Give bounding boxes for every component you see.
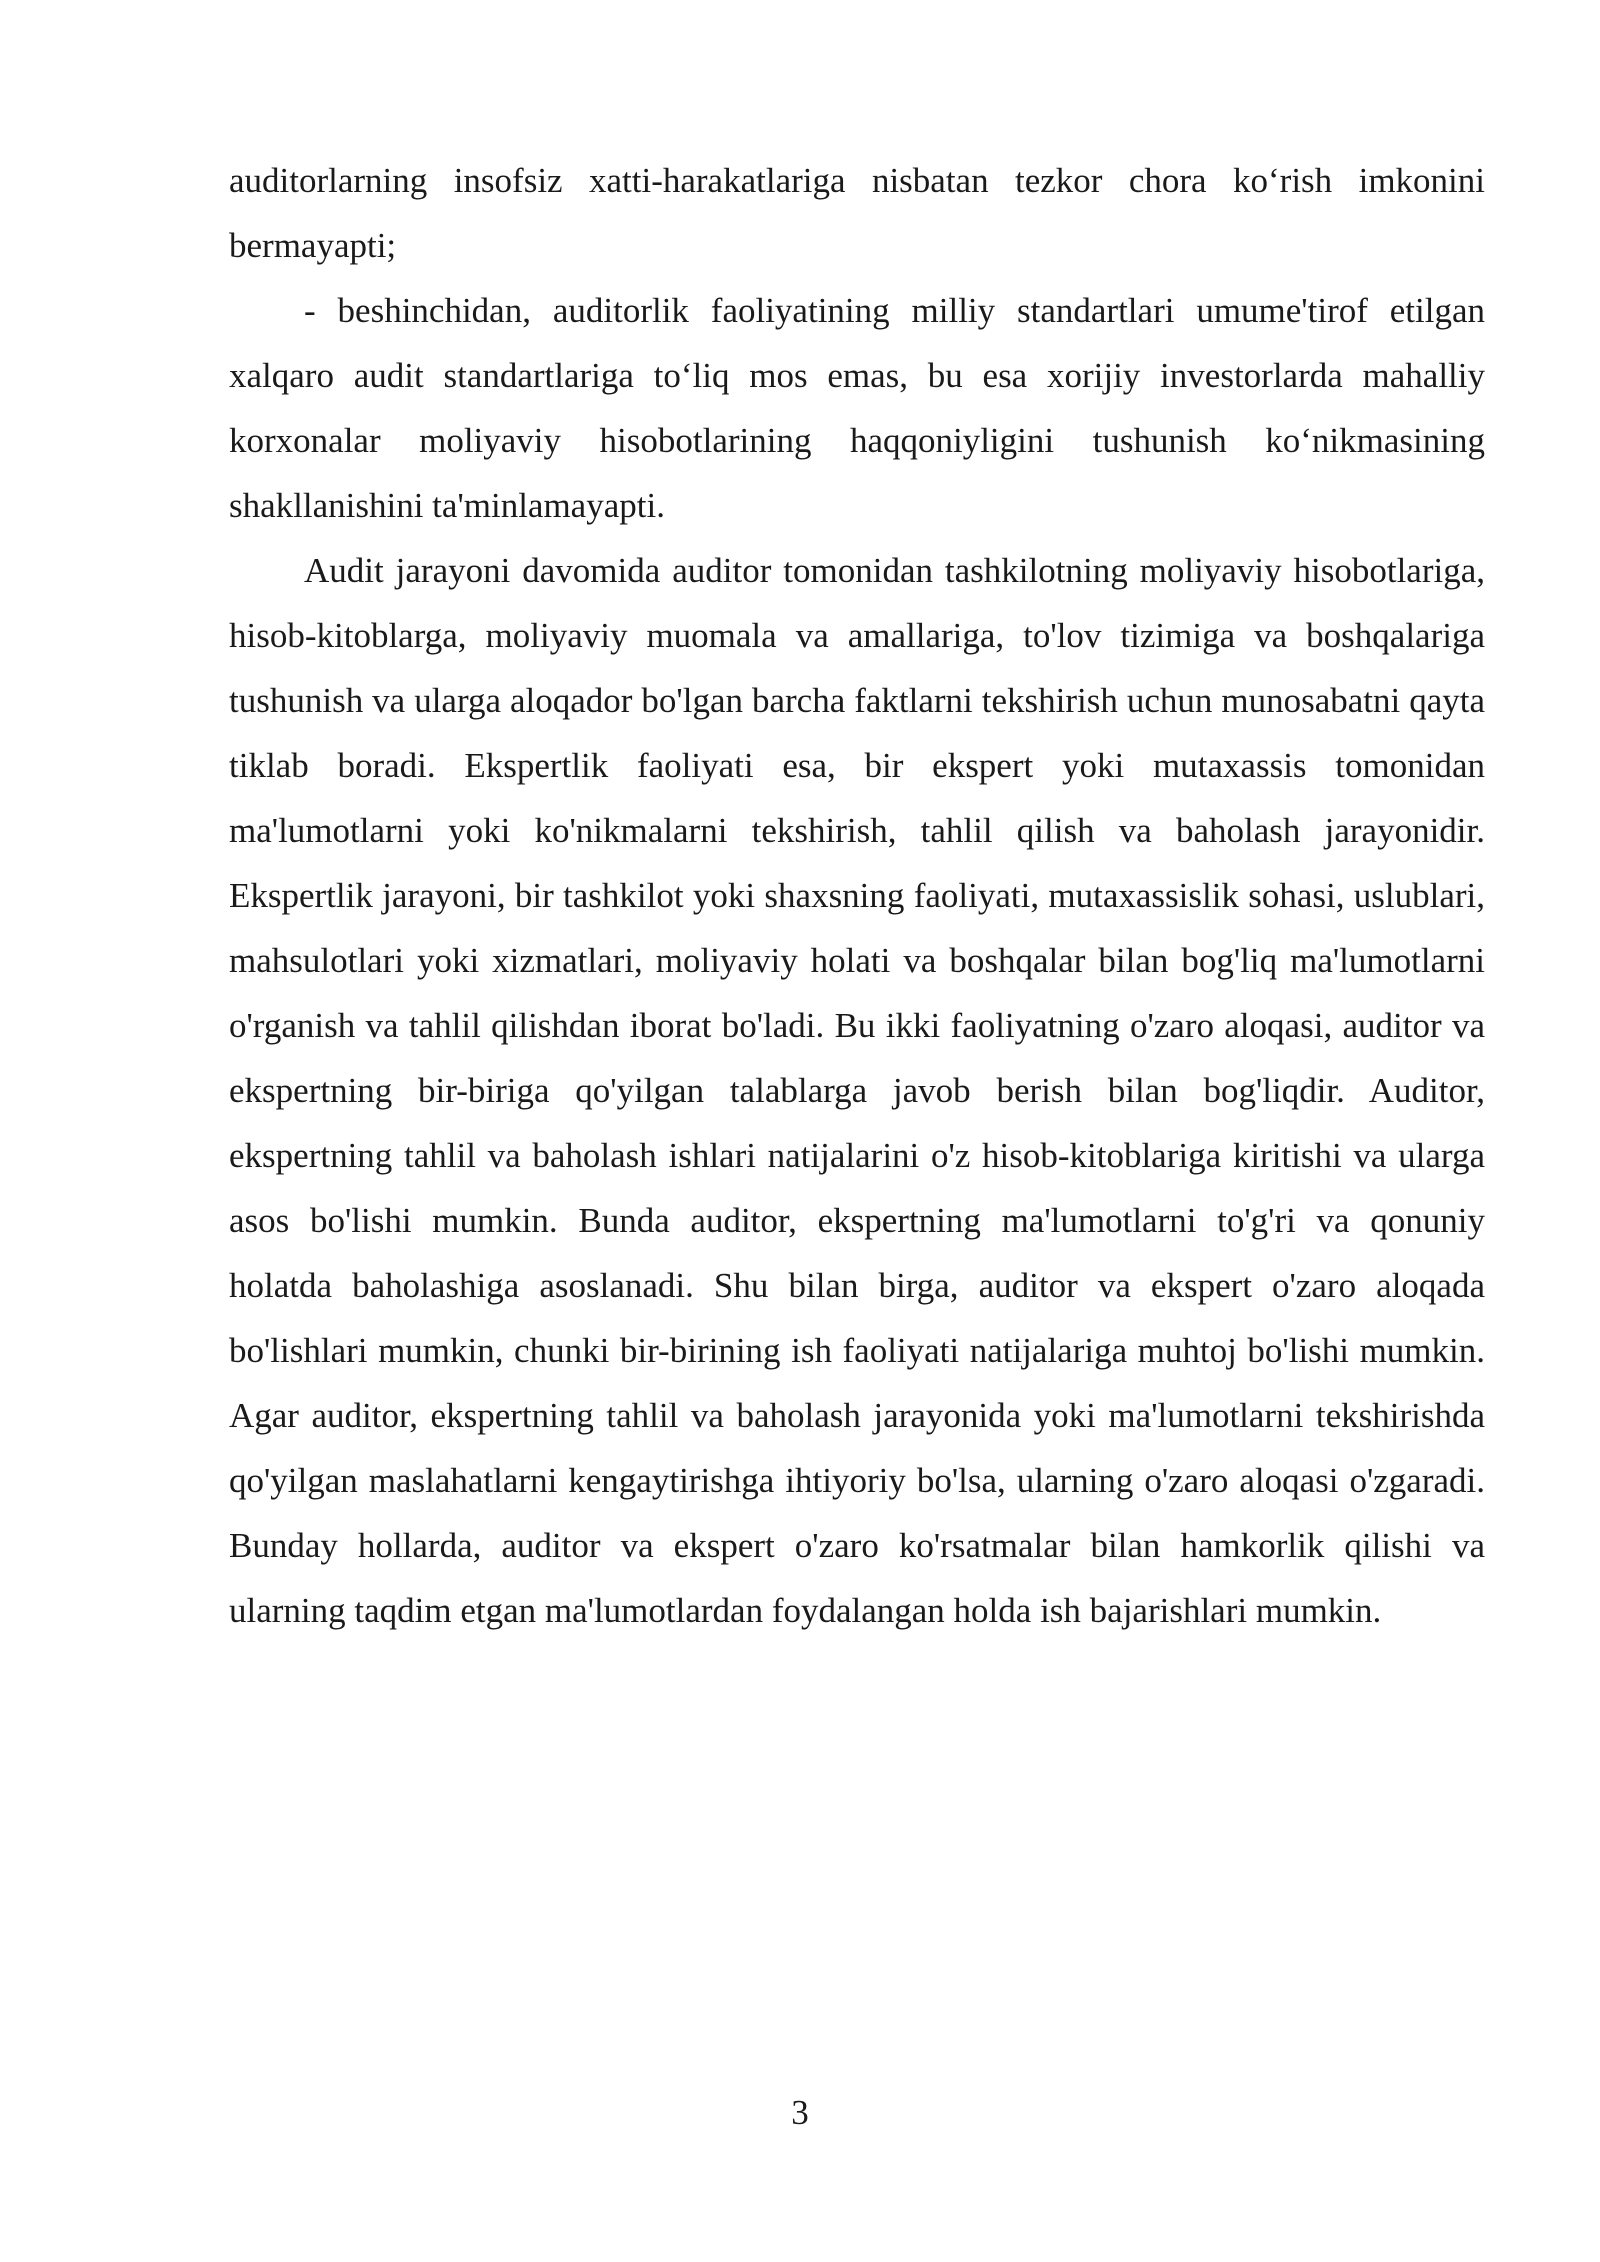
body-text [229,148,1485,1643]
page-number: 3 [791,2093,809,2132]
paragraph-fifth-point: - beshinchidan, auditorlik faoliyatining milliy standartlari umume'tirof etilgan xalqaro audit standartlariga to‘liq mos emas, bu esa xorijiy investorlarda mahalliy korxonalar moliyaviy hisobotlarining haqqoniyligini tushunish ko‘nikmasining shakllanishini ta'minlamayapti. [229,291,1485,525]
paragraph-continuation: auditorlarning insofsiz xatti-harakatlariga nisbatan tezkor chora ko‘rish imkonini bermayapti; [229,161,1485,265]
paragraph-audit-expertise: Audit jarayoni davomida auditor tomonidan tashkilotning moliyaviy hisobotlariga, hisob-kitoblarga, moliyaviy muomala va amallariga, to'lov tizimiga va boshqalariga tushunish va ularga aloqador bo'lgan barcha faktlarni tekshirish uchun munosabatni qayta tiklab boradi. Ekspertlik faoliyati esa, bir ekspert yoki mutaxassis tomonidan ma'lumotlarni yoki ko'nikmalarni tekshirish, tahlil qilish va baholash jarayonidir. Ekspertlik jarayoni, bir tashkilot yoki shaxsning faoliyati, mutaxassislik sohasi, uslublari, mahsulotlari yoki xizmatlari, moliyaviy holati va boshqalar bilan bog'liq ma'lumotlarni o'rganish va tahlil qilishdan iborat bo'ladi. Bu ikki faoliyatning o'zaro aloqasi, auditor va ekspertning bir-biriga qo'yilgan talablarga javob berish bilan bog'liqdir. Auditor, ekspertning tahlil va baholash ishlari natijalarini o'z hisob-kitoblariga kiritishi va ularga asos bo'lishi mumkin. Bunda auditor, ekspertning ma'lumotlarni to'g'ri va qonuniy holatda baholashiga asoslanadi. Shu bilan birga, auditor va ekspert o'zaro aloqada bo'lishlari mumkin, chunki bir-birining ish faoliyati natijalariga muhtoj bo'lishi mumkin. Agar auditor, ekspertning tahlil va baholash jarayonida yoki ma'lumotlarni tekshirishda qo'yilgan maslahatlarni kengaytirishga ihtiyoriy bo'lsa, ularning o'zaro aloqasi o'zgaradi. Bunday hollarda, auditor va ekspert o'zaro ko'rsatmalar bilan hamkorlik qilishi va ularning taqdim etgan ma'lumotlardan foydalangan holda ish bajarishlari mumkin. [229,551,1485,1630]
